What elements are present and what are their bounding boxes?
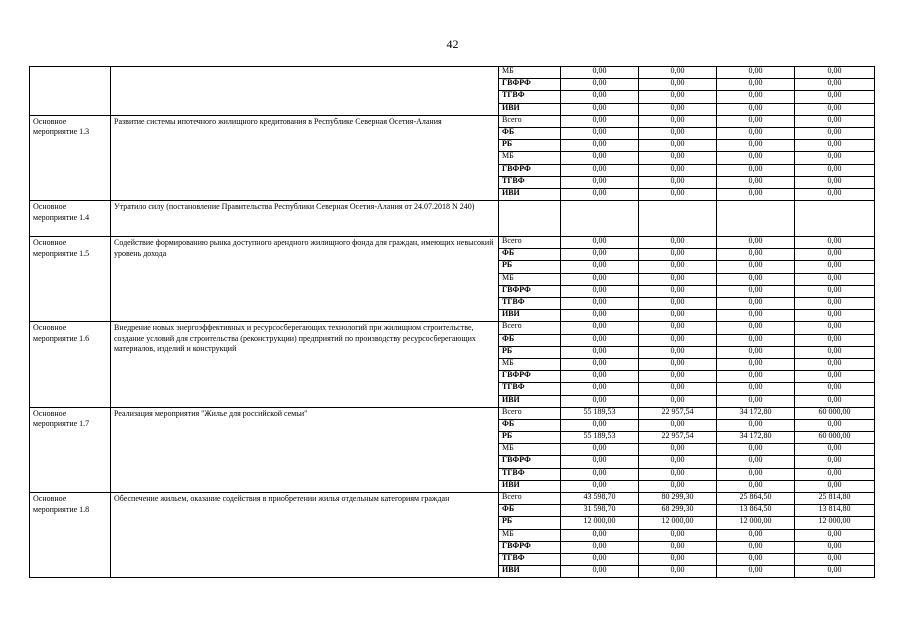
amount-cell: 0,00 <box>561 358 639 370</box>
amount-cell: 0,00 <box>561 346 639 358</box>
amount-cell: 0,00 <box>561 298 639 310</box>
funding-source: ИВИ <box>499 480 561 492</box>
amount-cell: 0,00 <box>561 371 639 383</box>
amount-cell: 0,00 <box>561 541 639 553</box>
amount-cell: 0,00 <box>561 127 639 139</box>
funding-source: ГВФРФ <box>499 456 561 468</box>
table-row <box>30 201 875 237</box>
measure-label <box>30 67 111 116</box>
amount-cell: 0,00 <box>639 566 717 578</box>
measure-label: Основное мероприятие 1.5 <box>30 237 111 322</box>
funding-source: ФБ <box>499 127 561 139</box>
funding-source: ТГВФ <box>499 468 561 480</box>
table-row <box>30 322 875 334</box>
amount-cell: 0,00 <box>795 249 875 261</box>
amount-cell: 22 957,54 <box>639 432 717 444</box>
amount-cell: 0,00 <box>717 541 795 553</box>
amount-cell: 0,00 <box>639 91 717 103</box>
measure-label: Основное мероприятие 1.8 <box>30 493 111 578</box>
amount-cell: 0,00 <box>795 468 875 480</box>
amount-cell: 0,00 <box>561 261 639 273</box>
amount-cell: 13 864,50 <box>717 505 795 517</box>
amount-cell: 0,00 <box>795 176 875 188</box>
measure-description: Обеспечение жильем, оказание содействия в приобретении жилья отдельным категориям граждан <box>111 493 499 578</box>
amount-cell: 0,00 <box>795 371 875 383</box>
amount-cell: 0,00 <box>717 419 795 431</box>
amount-cell: 0,00 <box>795 346 875 358</box>
amount-cell: 0,00 <box>717 115 795 127</box>
amount-cell: 0,00 <box>561 152 639 164</box>
amount-cell: 0,00 <box>561 188 639 200</box>
amount-cell: 0,00 <box>561 140 639 152</box>
amount-cell: 0,00 <box>639 285 717 297</box>
funding-source: ИВИ <box>499 188 561 200</box>
funding-source: РБ <box>499 432 561 444</box>
amount-cell: 0,00 <box>561 322 639 334</box>
amount-cell: 0,00 <box>795 480 875 492</box>
amount-cell: 0,00 <box>795 91 875 103</box>
amount-cell: 0,00 <box>561 285 639 297</box>
amount-cell <box>561 201 639 237</box>
amount-cell: 0,00 <box>639 261 717 273</box>
amount-cell: 0,00 <box>795 115 875 127</box>
amount-cell: 0,00 <box>639 456 717 468</box>
funding-source: ИВИ <box>499 395 561 407</box>
amount-cell: 0,00 <box>717 176 795 188</box>
amount-cell: 0,00 <box>561 529 639 541</box>
funding-source: ФБ <box>499 505 561 517</box>
amount-cell: 0,00 <box>795 127 875 139</box>
amount-cell: 0,00 <box>717 249 795 261</box>
amount-cell: 0,00 <box>639 249 717 261</box>
funding-source: ФБ <box>499 334 561 346</box>
amount-cell: 0,00 <box>639 127 717 139</box>
amount-cell: 0,00 <box>639 164 717 176</box>
table-row <box>30 237 875 249</box>
amount-cell: 0,00 <box>639 322 717 334</box>
amount-cell: 0,00 <box>717 188 795 200</box>
amount-cell: 12 000,00 <box>639 517 717 529</box>
funding-source <box>499 201 561 237</box>
amount-cell: 0,00 <box>639 103 717 115</box>
amount-cell: 0,00 <box>561 468 639 480</box>
amount-cell: 25 864,50 <box>717 493 795 505</box>
amount-cell: 0,00 <box>561 67 639 79</box>
amount-cell: 0,00 <box>717 529 795 541</box>
amount-cell: 0,00 <box>561 553 639 565</box>
amount-cell: 0,00 <box>561 419 639 431</box>
measure-label: Основное мероприятие 1.7 <box>30 407 111 492</box>
amount-cell: 0,00 <box>561 334 639 346</box>
funding-source: ИВИ <box>499 310 561 322</box>
amount-cell: 0,00 <box>639 273 717 285</box>
amount-cell: 0,00 <box>639 310 717 322</box>
amount-cell: 0,00 <box>639 371 717 383</box>
amount-cell: 0,00 <box>795 67 875 79</box>
amount-cell: 60 000,00 <box>795 432 875 444</box>
amount-cell: 0,00 <box>639 468 717 480</box>
amount-cell: 0,00 <box>639 529 717 541</box>
amount-cell: 0,00 <box>561 103 639 115</box>
amount-cell: 0,00 <box>795 395 875 407</box>
measure-label: Основное мероприятие 1.6 <box>30 322 111 407</box>
amount-cell: 0,00 <box>795 103 875 115</box>
amount-cell: 0,00 <box>639 298 717 310</box>
funding-source: Всего <box>499 322 561 334</box>
table-row <box>30 67 875 79</box>
amount-cell: 25 814,80 <box>795 493 875 505</box>
amount-cell: 0,00 <box>795 456 875 468</box>
amount-cell: 34 172,80 <box>717 432 795 444</box>
amount-cell: 0,00 <box>639 140 717 152</box>
amount-cell: 0,00 <box>795 285 875 297</box>
amount-cell: 0,00 <box>795 237 875 249</box>
amount-cell: 0,00 <box>639 358 717 370</box>
funding-source: МБ <box>499 358 561 370</box>
amount-cell: 0,00 <box>795 566 875 578</box>
amount-cell: 0,00 <box>639 541 717 553</box>
amount-cell: 0,00 <box>639 395 717 407</box>
amount-cell: 0,00 <box>639 444 717 456</box>
amount-cell: 0,00 <box>561 91 639 103</box>
amount-cell: 0,00 <box>717 444 795 456</box>
funding-source: ИВИ <box>499 566 561 578</box>
funding-source: ТГВФ <box>499 176 561 188</box>
amount-cell: 0,00 <box>795 358 875 370</box>
funding-source: ГВФРФ <box>499 541 561 553</box>
amount-cell: 0,00 <box>561 79 639 91</box>
funding-source: ИВИ <box>499 103 561 115</box>
measure-label: Основное мероприятие 1.3 <box>30 115 111 200</box>
amount-cell: 0,00 <box>717 358 795 370</box>
amount-cell: 0,00 <box>717 91 795 103</box>
amount-cell: 0,00 <box>561 249 639 261</box>
funding-source: ГВФРФ <box>499 285 561 297</box>
amount-cell: 0,00 <box>639 79 717 91</box>
funding-table <box>29 66 875 578</box>
amount-cell: 0,00 <box>795 273 875 285</box>
funding-source: РБ <box>499 346 561 358</box>
amount-cell: 0,00 <box>639 553 717 565</box>
amount-cell: 0,00 <box>795 334 875 346</box>
amount-cell: 12 000,00 <box>561 517 639 529</box>
amount-cell: 12 000,00 <box>795 517 875 529</box>
amount-cell: 0,00 <box>639 334 717 346</box>
amount-cell: 0,00 <box>717 298 795 310</box>
amount-cell: 0,00 <box>717 334 795 346</box>
funding-source: ТГВФ <box>499 298 561 310</box>
measure-description: Внедрение новых энергоэффективных и ресурсосберегающих технологий при жилищном строительстве, создание условий для строительства (реконструкции) предприятий по производству ресурсосберегающих материалов, изделий и конструкций <box>111 322 499 407</box>
amount-cell: 0,00 <box>561 273 639 285</box>
funding-source: МБ <box>499 529 561 541</box>
amount-cell: 0,00 <box>639 67 717 79</box>
measure-label: Основное мероприятие 1.4 <box>30 201 111 237</box>
amount-cell: 0,00 <box>717 456 795 468</box>
funding-source: РБ <box>499 261 561 273</box>
amount-cell: 0,00 <box>717 310 795 322</box>
amount-cell: 0,00 <box>561 310 639 322</box>
amount-cell: 0,00 <box>717 468 795 480</box>
amount-cell: 0,00 <box>717 480 795 492</box>
amount-cell: 34 172,80 <box>717 407 795 419</box>
amount-cell: 0,00 <box>561 115 639 127</box>
amount-cell: 0,00 <box>795 188 875 200</box>
amount-cell: 0,00 <box>561 444 639 456</box>
amount-cell: 0,00 <box>717 322 795 334</box>
measure-description: Реализация мероприятия "Жилье для российской семьи" <box>111 407 499 492</box>
amount-cell: 0,00 <box>639 176 717 188</box>
funding-source: МБ <box>499 67 561 79</box>
amount-cell: 0,00 <box>795 298 875 310</box>
amount-cell: 0,00 <box>795 261 875 273</box>
amount-cell: 0,00 <box>561 164 639 176</box>
amount-cell: 0,00 <box>795 419 875 431</box>
amount-cell: 31 598,70 <box>561 505 639 517</box>
measure-description: Развитие системы ипотечного жилищного кредитования в Республике Северная Осетия-Алания <box>111 115 499 200</box>
funding-source: РБ <box>499 140 561 152</box>
table-row <box>30 407 875 419</box>
amount-cell: 13 814,80 <box>795 505 875 517</box>
funding-source: ТГВФ <box>499 383 561 395</box>
amount-cell: 0,00 <box>717 566 795 578</box>
amount-cell: 0,00 <box>717 285 795 297</box>
amount-cell: 0,00 <box>561 176 639 188</box>
measure-description: Содействие формированию рынка доступного арендного жилищного фонда для граждан, имеющих невысокий уровень дохода <box>111 237 499 322</box>
amount-cell: 0,00 <box>639 480 717 492</box>
amount-cell: 55 189,53 <box>561 432 639 444</box>
amount-cell: 0,00 <box>795 541 875 553</box>
amount-cell: 0,00 <box>561 237 639 249</box>
funding-source: ФБ <box>499 419 561 431</box>
funding-source: ТГВФ <box>499 91 561 103</box>
amount-cell <box>639 201 717 237</box>
amount-cell: 0,00 <box>717 261 795 273</box>
amount-cell: 0,00 <box>795 79 875 91</box>
amount-cell: 22 957,54 <box>639 407 717 419</box>
amount-cell: 55 189,53 <box>561 407 639 419</box>
funding-source: ГВФРФ <box>499 164 561 176</box>
funding-source: ГВФРФ <box>499 79 561 91</box>
amount-cell: 0,00 <box>717 371 795 383</box>
amount-cell: 0,00 <box>561 480 639 492</box>
funding-source: ФБ <box>499 249 561 261</box>
funding-source: МБ <box>499 273 561 285</box>
amount-cell <box>717 201 795 237</box>
amount-cell: 0,00 <box>795 444 875 456</box>
amount-cell: 0,00 <box>795 322 875 334</box>
amount-cell: 0,00 <box>717 164 795 176</box>
amount-cell: 0,00 <box>639 115 717 127</box>
amount-cell: 0,00 <box>717 152 795 164</box>
amount-cell: 0,00 <box>717 67 795 79</box>
amount-cell: 0,00 <box>717 383 795 395</box>
amount-cell: 0,00 <box>561 395 639 407</box>
funding-source: Всего <box>499 407 561 419</box>
funding-source: МБ <box>499 444 561 456</box>
amount-cell: 0,00 <box>795 310 875 322</box>
amount-cell: 0,00 <box>639 346 717 358</box>
amount-cell: 0,00 <box>717 103 795 115</box>
amount-cell: 0,00 <box>795 383 875 395</box>
amount-cell: 0,00 <box>639 383 717 395</box>
funding-source: Всего <box>499 493 561 505</box>
amount-cell: 0,00 <box>717 553 795 565</box>
funding-source: Всего <box>499 115 561 127</box>
funding-source: Всего <box>499 237 561 249</box>
amount-cell: 43 598,70 <box>561 493 639 505</box>
amount-cell: 0,00 <box>639 237 717 249</box>
table-row <box>30 115 875 127</box>
amount-cell: 0,00 <box>561 383 639 395</box>
amount-cell: 68 299,30 <box>639 505 717 517</box>
measure-description <box>111 67 499 116</box>
amount-cell: 0,00 <box>639 188 717 200</box>
funding-source: РБ <box>499 517 561 529</box>
amount-cell: 0,00 <box>717 140 795 152</box>
amount-cell: 0,00 <box>639 419 717 431</box>
amount-cell: 0,00 <box>717 127 795 139</box>
amount-cell: 0,00 <box>717 79 795 91</box>
amount-cell: 0,00 <box>717 395 795 407</box>
funding-source: МБ <box>499 152 561 164</box>
amount-cell: 80 299,30 <box>639 493 717 505</box>
amount-cell: 12 000,00 <box>717 517 795 529</box>
amount-cell: 0,00 <box>561 566 639 578</box>
measure-description: Утратило силу (постановление Правительства Республики Северная Осетия-Алания от 24.07.2018 N 240) <box>111 201 499 237</box>
amount-cell: 0,00 <box>561 456 639 468</box>
amount-cell: 0,00 <box>795 553 875 565</box>
amount-cell <box>795 201 875 237</box>
amount-cell: 0,00 <box>795 140 875 152</box>
funding-source: ТГВФ <box>499 553 561 565</box>
amount-cell: 0,00 <box>795 152 875 164</box>
funding-source: ГВФРФ <box>499 371 561 383</box>
table-row <box>30 493 875 505</box>
amount-cell: 0,00 <box>795 164 875 176</box>
amount-cell: 60 000,00 <box>795 407 875 419</box>
amount-cell: 0,00 <box>639 152 717 164</box>
amount-cell: 0,00 <box>717 273 795 285</box>
amount-cell: 0,00 <box>717 346 795 358</box>
amount-cell: 0,00 <box>717 237 795 249</box>
page-number: 42 <box>446 37 459 51</box>
amount-cell: 0,00 <box>795 529 875 541</box>
